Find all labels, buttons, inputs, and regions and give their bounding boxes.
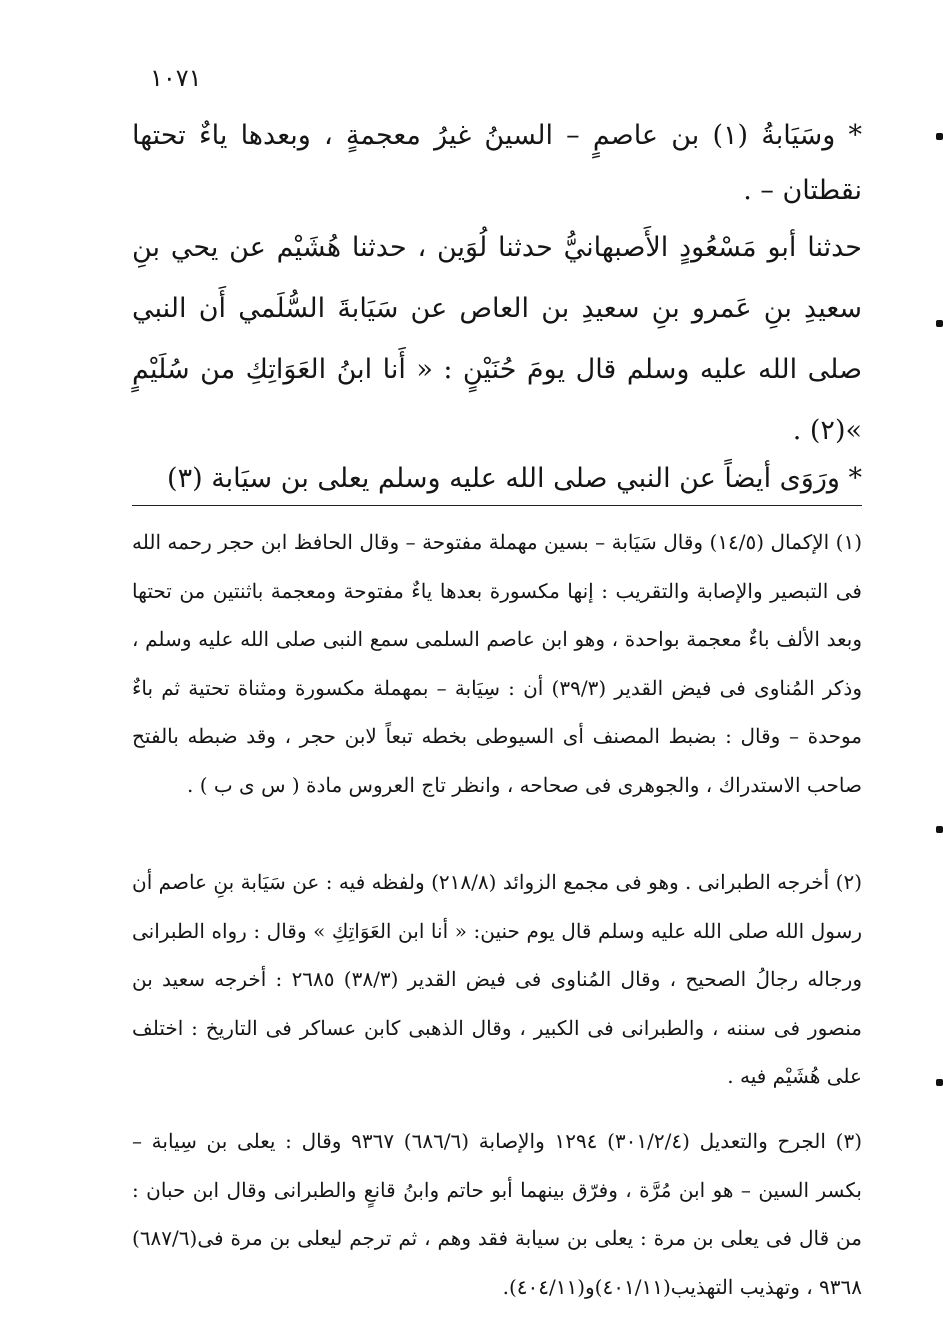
hadith-text: حدثنا أبو مَسْعُودٍ الأَصبهانيُّ حدثنا لُوَين ، حدثنا هُشَيْم عن يحي بنِ سعيدِ بنِ عَمرو بنِ سعيدِ بن العاص عن سَيَابةَ السُّلَمي أَن النبي صلى الله عليه وسلم قال يومَ حُنَيْنٍ : « أَنا ابنُ العَوَاتِكِ من سُلَيْمٍ »(٢) . [132,232,862,446]
footnote-2 [132,858,862,1101]
scan-edge-mark [936,826,943,833]
entry-text-2: * ورَوَى أيضاً عن النبي صلى الله عليه وسلم يعلى بن سيَابة (٣) [167,463,862,494]
scan-edge-mark [936,320,943,327]
footnote-text: (١) الإكمال (١٤/٥) وقال سَيَابة – بسين مهملة مفتوحة – وقال الحافظ ابن حجر رحمه الله فى التبصير والإصابة والتقريب : إنها مكسورة بعدها ياءٌ مفتوحة ومعجمة باثنتين من تحتها وبعد الألف باءٌ معجمة بواحدة ، وهو ابن عاصم السلمى سمع النبى صلى الله عليه وسلم ، وذكر المُناوى فى فيض القدير (٣٩/٣) أن : سِيَابة – بمهملة مكسورة ومثناة تحتية ثم باءٌ موحدة – وقال : بضبط المصنف أى السيوطى بخطه تبعاً لابن حجر ، وقد ضبطه بالفتح صاحب الاستدراك ، والجوهرى فى صحاحه ، وانظر تاج العروس مادة ( س ى ب ) . [132,530,862,797]
entry-siyaba-heading [132,108,862,218]
entry-yala-heading [132,455,862,503]
footnote-text: (٣) الجرح والتعديل (٣٠١/٢/٤) ١٢٩٤ والإصابة (٦٨٦/٦) ٩٣٦٧ وقال : يعلى بن سِيابة – بكسر السين – هو ابن مُرَّة ، وفرّق بينهما أبو حاتم وابنُ قانعٍ والطبرانى وقال ابن حبان : من قال فى يعلى بن مرة : يعلى بن سيابة فقد وهم ، ثم ترجم ليعلى بن مرة فى(٦٨٧/٦) ٩٣٦٨ ، وتهذيب التهذيب(٤٠١/١١)و(٤٠٤/١١). [132,1129,862,1299]
scan-edge-mark [936,133,943,140]
footnote-separator [132,505,862,506]
page-number: ١٠٧١ [150,64,202,92]
footnote-3 [132,1117,862,1311]
entry-text: * وسَيَابةُ (١) بن عاصمٍ – السينُ غيرُ معجمةٍ ، وبعدها ياءٌ تحتها نقطتان – . [132,120,862,206]
hadith-paragraph [132,217,862,461]
footnote-1 [132,518,862,810]
footnote-text: (٢) أخرجه الطبرانى . وهو فى مجمع الزوائد (٢١٨/٨) ولفظه فيه : عن سَيَابة بنِ عاصم أن رسول الله صلى الله عليه وسلم قال يوم حنين: « أنا ابن العَوَاتِكِ » وقال : رواه الطبرانى ورجاله رجالُ الصحيح ، وقال المُناوى فى فيض القدير (٣٨/٣) ٢٦٨٥ : أخرجه سعيد بن منصور فى سننه ، والطبرانى فى الكبير ، وقال الذهبى كابن عساكر فى التاريخ : اختلف على هُشَيْم فيه . [132,870,863,1089]
scan-edge-mark [936,1079,943,1086]
